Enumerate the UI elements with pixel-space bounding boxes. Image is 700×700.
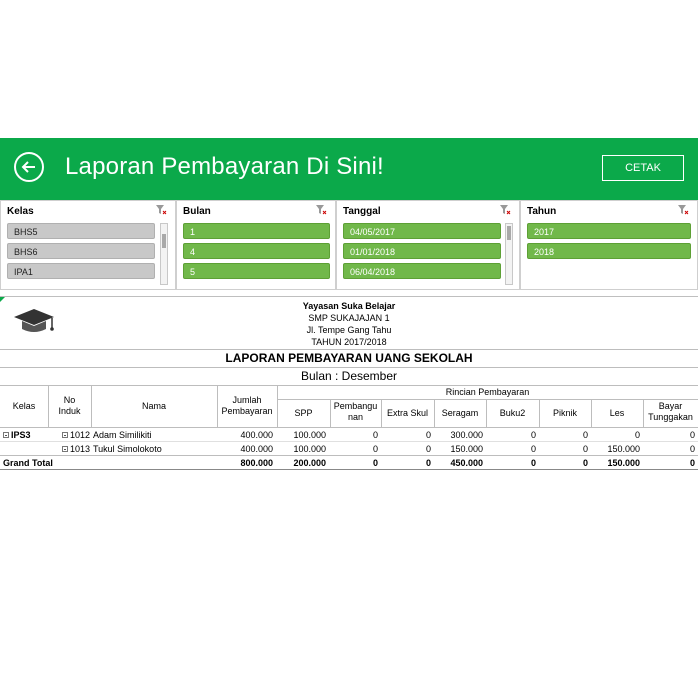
row-kelas-value: IPS3: [11, 430, 31, 440]
col-pembangunan: [330, 401, 381, 423]
slicer-item[interactable]: 01/01/2018: [343, 243, 501, 259]
header-bar: [0, 138, 698, 200]
cetak-button[interactable]: CETAK: [602, 155, 684, 181]
row-kelas[interactable]: [3, 430, 31, 440]
row-no-induk[interactable]: [62, 444, 90, 454]
col-jumlah-line1: Jumlah: [232, 395, 262, 405]
report-month: Bulan : Desember: [300, 369, 398, 383]
slicer-bulan: [176, 200, 336, 290]
col-bayar-line2: Tunggakan: [648, 412, 693, 422]
row-nama: Adam Similikiti: [93, 430, 152, 440]
col-extra-skul: Extra Skul: [386, 408, 428, 418]
slicer-item[interactable]: 06/04/2018: [343, 263, 501, 279]
row-seragam: 300.000: [450, 430, 483, 440]
col-no-induk-line1: No: [63, 395, 76, 405]
school-address: Jl. Tempe Gang Tahu: [306, 325, 392, 335]
row-bayar: 0: [689, 430, 695, 440]
total-extra: 0: [425, 458, 431, 468]
row-buku: 0: [530, 430, 536, 440]
slicer-label: Bulan: [183, 206, 211, 217]
slicer-label: Tanggal: [343, 206, 381, 217]
col-pembangunan-line2: nan: [347, 412, 364, 422]
col-bayar-tunggakan: [643, 401, 698, 423]
slicer-item[interactable]: 04/05/2017: [343, 223, 501, 239]
total-jumlah: 800.000: [240, 458, 273, 468]
col-no-induk: [48, 395, 91, 417]
collapse-icon[interactable]: [3, 432, 9, 438]
col-spp: SPP: [294, 408, 313, 418]
page-title: Laporan Pembayaran Di Sini!: [65, 153, 384, 180]
filter-clear-icon[interactable]: [677, 204, 689, 216]
col-jumlah: [217, 395, 277, 417]
col-seragam: Seragam: [441, 408, 479, 418]
col-rincian: Rincian Pembayaran: [445, 387, 530, 397]
total-bayar: 0: [689, 458, 695, 468]
slicer-tanggal: [336, 200, 520, 290]
total-spp: 200.000: [293, 458, 326, 468]
report-sheet: [0, 296, 698, 472]
school-name: SMP SUKAJAJAN 1: [308, 313, 390, 323]
report-title: LAPORAN PEMBAYARAN UANG SEKOLAH: [225, 351, 473, 365]
slicer-tahun: [520, 200, 698, 290]
row-spp: 100.000: [293, 444, 326, 454]
row-extra: 0: [425, 430, 431, 440]
row-no-value: 1013: [70, 444, 91, 454]
collapse-icon[interactable]: [62, 446, 68, 452]
row-no-induk[interactable]: [62, 430, 90, 440]
row-seragam: 150.000: [450, 444, 483, 454]
row-spp: 100.000: [293, 430, 326, 440]
row-les: 150.000: [607, 444, 640, 454]
row-extra: 0: [425, 444, 431, 454]
org-name: Yayasan Suka Belajar: [302, 301, 396, 311]
slicer-scrollbar[interactable]: [160, 223, 168, 285]
slicer-label: Kelas: [7, 206, 34, 217]
slicer-item[interactable]: 5: [183, 263, 330, 279]
slicer-scrollbar[interactable]: [505, 223, 513, 285]
row-bayar: 0: [689, 444, 695, 454]
slicer-kelas: [0, 200, 176, 290]
total-piknik: 0: [582, 458, 588, 468]
col-kelas: Kelas: [12, 401, 36, 411]
row-no-value: 1012: [70, 430, 91, 440]
row-jumlah: 400.000: [240, 444, 273, 454]
col-nama: Nama: [141, 401, 166, 411]
col-pembangunan-line1: Pembangu: [333, 401, 378, 411]
total-les: 150.000: [607, 458, 640, 468]
col-piknik: Piknik: [552, 408, 577, 418]
filter-clear-icon[interactable]: [155, 204, 167, 216]
total-pembangunan: 0: [372, 458, 378, 468]
row-buku: 0: [530, 444, 536, 454]
back-arrow-icon[interactable]: [14, 152, 44, 182]
col-buku: Buku2: [499, 408, 526, 418]
grand-total-label: Grand Total: [3, 458, 53, 468]
slicer-item[interactable]: BHS6: [7, 243, 155, 259]
slicer-item[interactable]: 1: [183, 223, 330, 239]
slicer-item[interactable]: BHS5: [7, 223, 155, 239]
row-pembangunan: 0: [372, 430, 378, 440]
slicer-label: Tahun: [527, 206, 557, 217]
row-jumlah: 400.000: [240, 430, 273, 440]
slicer-item[interactable]: IPA1: [7, 263, 155, 279]
slicer-panel: [0, 200, 698, 290]
filter-clear-icon[interactable]: [499, 204, 511, 216]
col-no-induk-line2: Induk: [58, 406, 81, 416]
slicer-item[interactable]: 4: [183, 243, 330, 259]
total-buku: 0: [530, 458, 536, 468]
row-piknik: 0: [582, 430, 588, 440]
total-seragam: 450.000: [450, 458, 483, 468]
slicer-item[interactable]: 2018: [527, 243, 691, 259]
slicer-item[interactable]: 2017: [527, 223, 691, 239]
row-les: 0: [634, 430, 640, 440]
row-nama: Tukul Simolokoto: [93, 444, 162, 454]
col-jumlah-line2: Pembayaran: [221, 406, 273, 416]
collapse-icon[interactable]: [62, 432, 68, 438]
filter-clear-icon[interactable]: [315, 204, 327, 216]
school-year: TAHUN 2017/2018: [311, 337, 387, 347]
row-piknik: 0: [582, 444, 588, 454]
row-pembangunan: 0: [372, 444, 378, 454]
col-bayar-line1: Bayar: [658, 401, 683, 411]
col-les: Les: [609, 408, 625, 418]
